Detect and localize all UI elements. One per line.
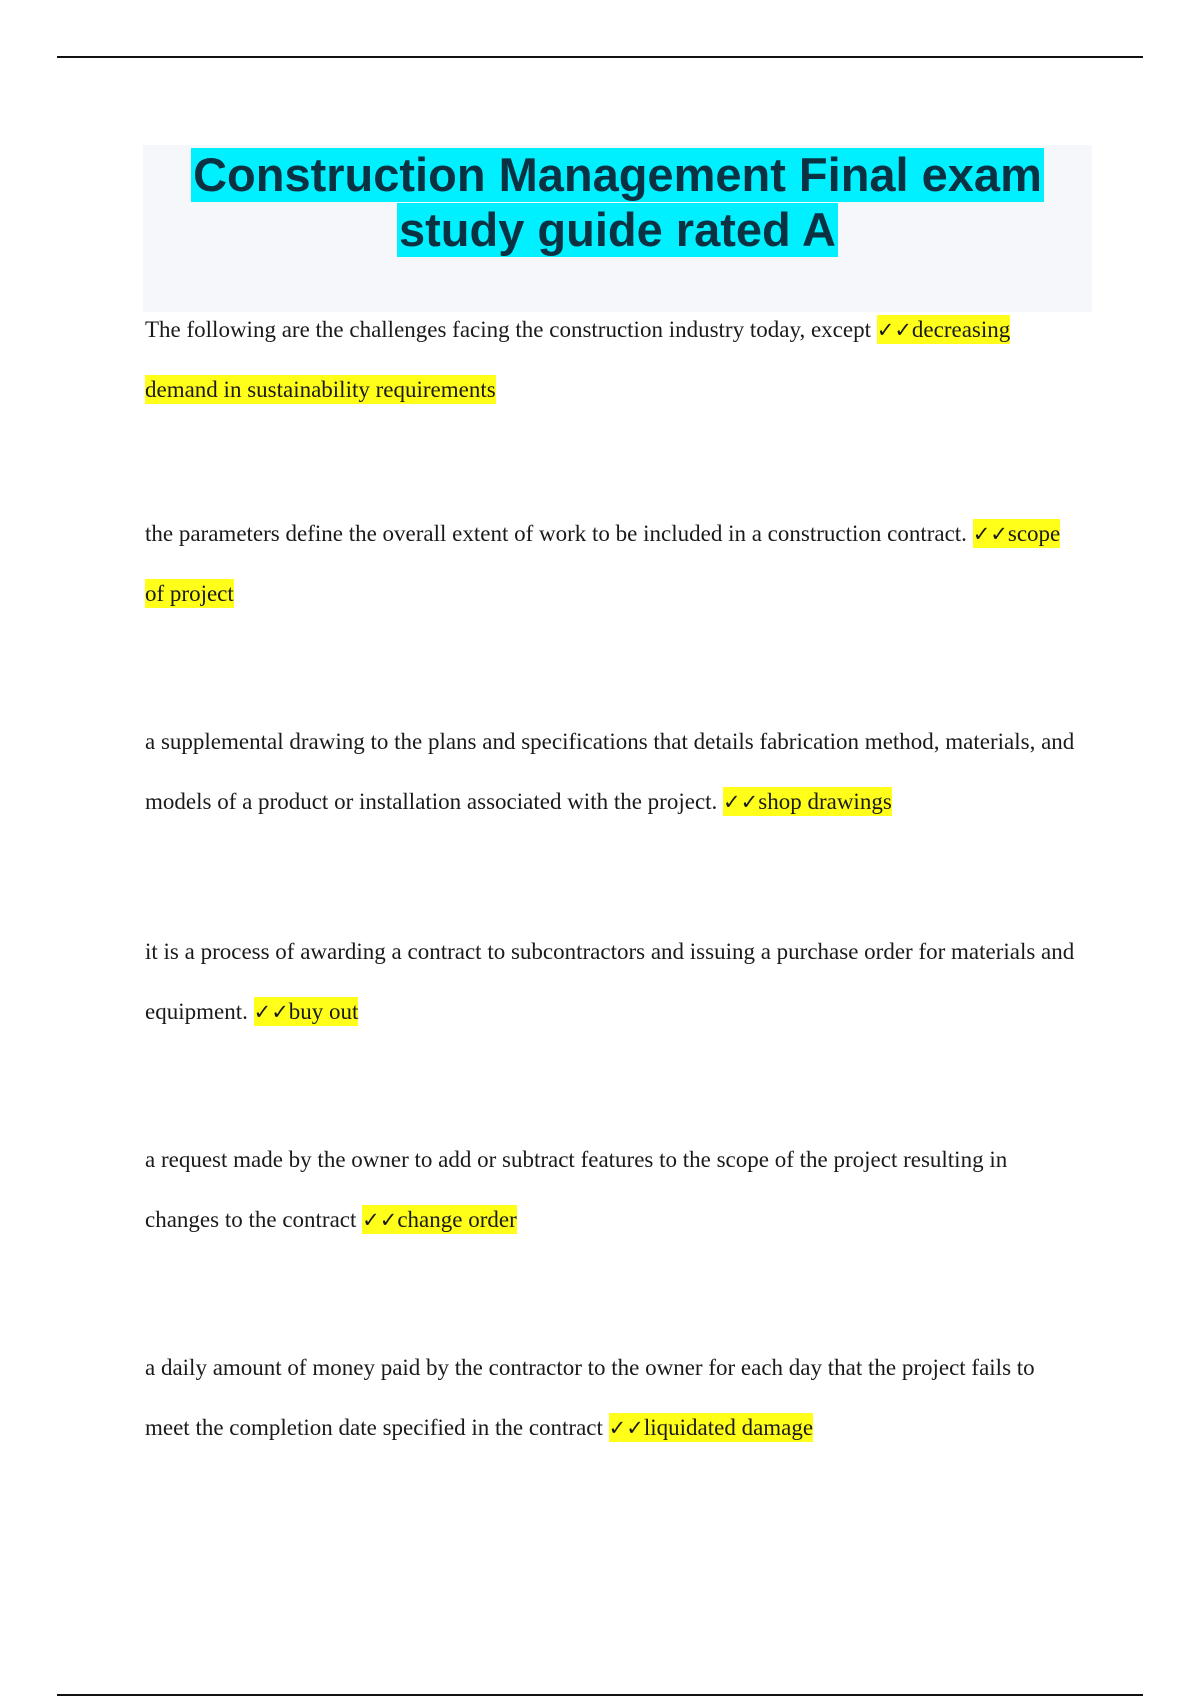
question-text: a daily amount of money paid by the contractor to the owner for each day that the project fails to meet the completion date specified in the contract (145, 1355, 1035, 1440)
answer-text: decreasing demand in sustainability requirements (145, 317, 1011, 402)
qa-item-6 (145, 1338, 1085, 1458)
answer-highlight (609, 1413, 813, 1442)
bottom-rule (57, 1694, 1143, 1696)
question-text: the parameters define the overall extent of work to be included in a construction contract. (145, 521, 973, 546)
qa-item-5 (145, 1130, 1085, 1250)
answer-highlight (723, 787, 892, 816)
qa-item-1 (145, 300, 1085, 420)
check-icon: ✓✓ (723, 790, 759, 814)
question-text: The following are the challenges facing the construction industry today, except (145, 317, 877, 342)
answer-text: scope of project (145, 521, 1061, 606)
check-icon: ✓✓ (253, 1000, 289, 1024)
answer-highlight (362, 1205, 517, 1234)
question-text: a supplemental drawing to the plans and specifications that details fabrication method, materials, and models of a product or installation associated with the project. (145, 729, 1075, 814)
page-title-line-2: study guide rated A (399, 203, 836, 256)
top-rule (57, 56, 1143, 58)
qa-item-4 (145, 922, 1085, 1042)
title-block (143, 145, 1092, 312)
answer-text: liquidated damage (643, 1415, 814, 1440)
answer-text: shop drawings (758, 789, 892, 814)
answer-text: buy out (288, 999, 359, 1024)
check-icon: ✓✓ (972, 522, 1008, 546)
check-icon: ✓✓ (876, 318, 912, 342)
page-title-line-1: Construction Management Final exam (193, 148, 1042, 201)
qa-item-2 (145, 504, 1085, 624)
qa-item-3 (145, 712, 1085, 832)
answer-text: change order (397, 1207, 517, 1232)
question-text: a request made by the owner to add or subtract features to the scope of the project resulting in changes to the contract (145, 1147, 1008, 1232)
check-icon: ✓✓ (608, 1416, 644, 1440)
answer-highlight (254, 997, 359, 1026)
question-text: it is a process of awarding a contract to subcontractors and issuing a purchase order for materials and equipment. (145, 939, 1075, 1024)
check-icon: ✓✓ (362, 1208, 398, 1232)
